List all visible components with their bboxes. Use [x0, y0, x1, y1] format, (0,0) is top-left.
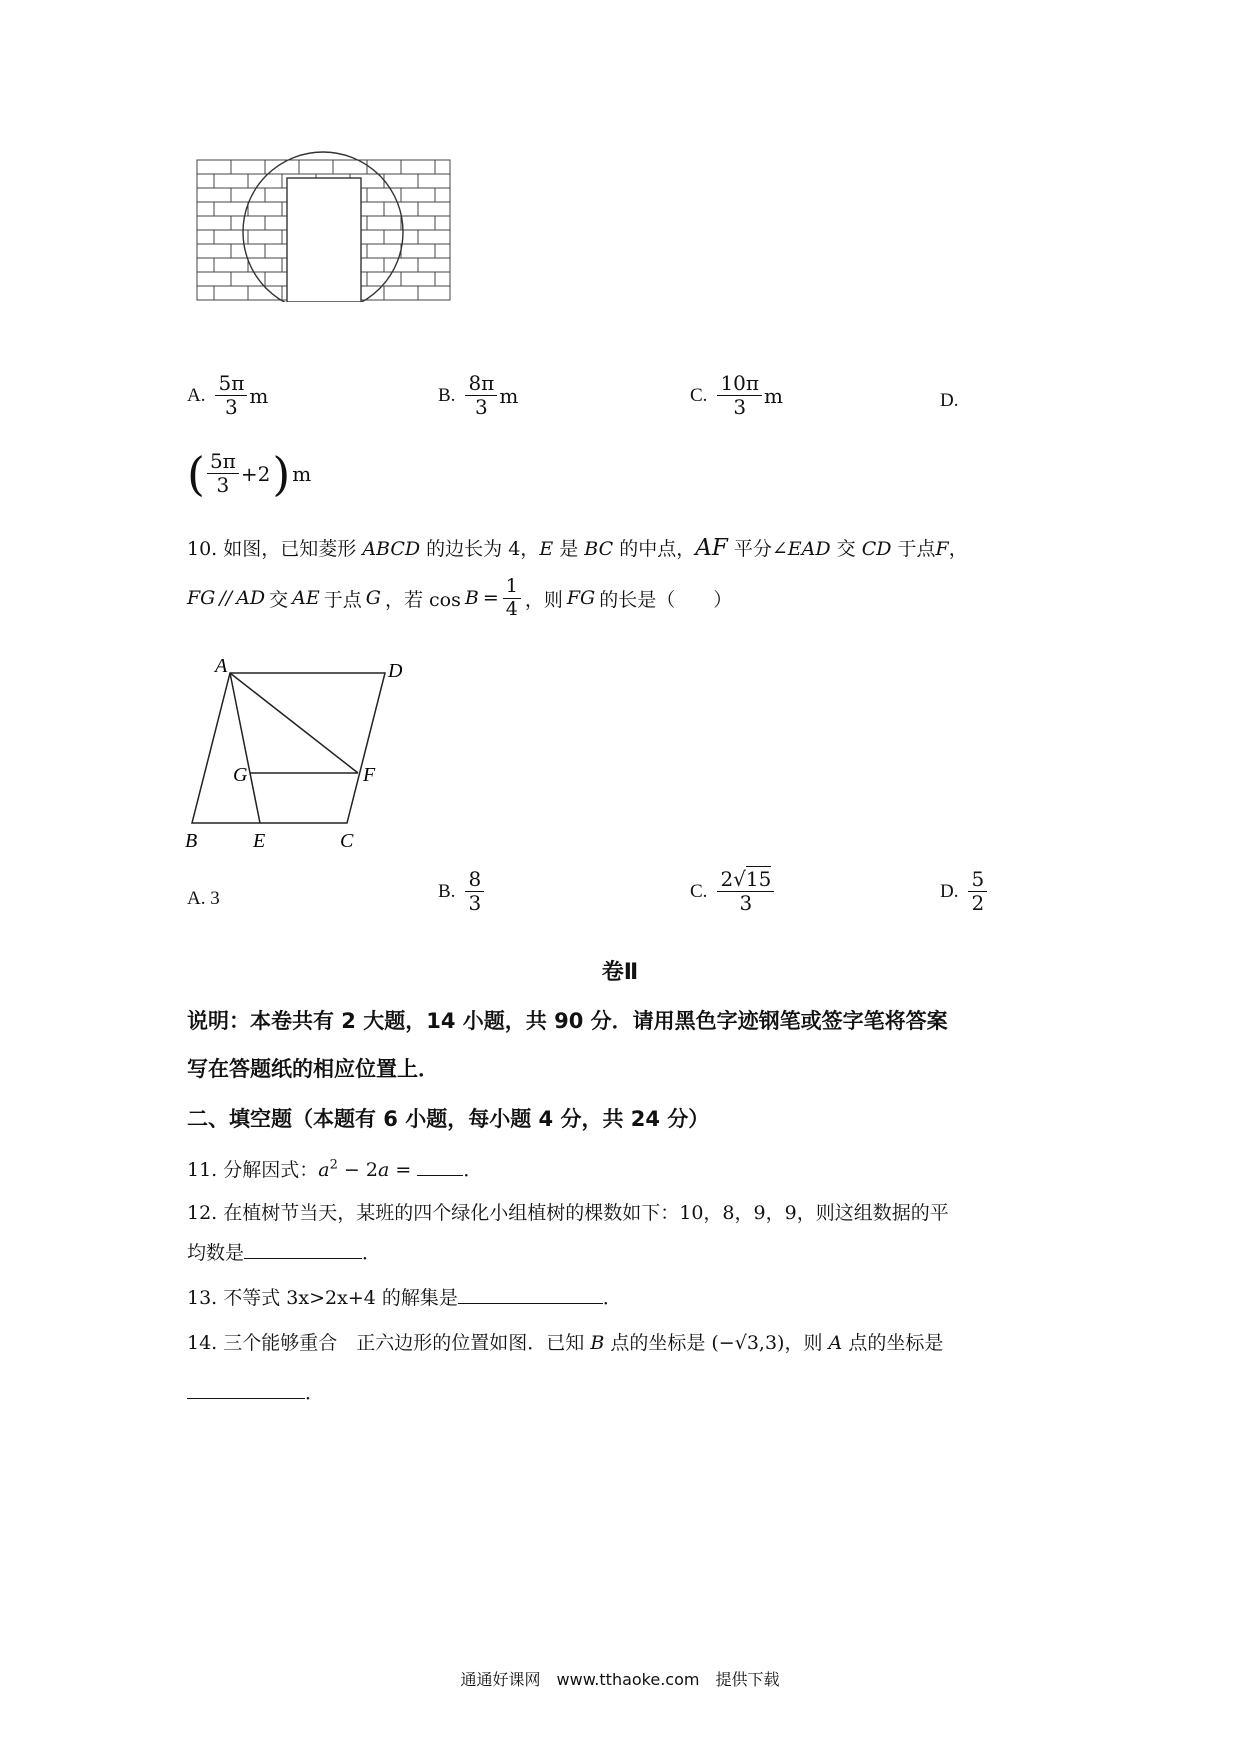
option-label: B. [438, 384, 456, 406]
label-c: C [340, 830, 354, 852]
option-label: C. [690, 384, 708, 406]
q10-option-d[interactable] [940, 868, 987, 915]
q13: 13. 不等式 3x>2x+4 的解集是 ． [187, 1287, 622, 1309]
q9-option-d[interactable] [940, 390, 958, 412]
fraction: $\frac{5\pi}{3}$ [207, 450, 239, 497]
q10-option-b[interactable] [438, 868, 484, 915]
answer-blank[interactable] [458, 1285, 603, 1304]
answer-blank[interactable] [187, 1380, 305, 1399]
label-f: F [363, 764, 376, 786]
q12-line1: 12. 在植树节当天，某班的四个绿化小组植树的棵数如下：10，8，9，9，则这组数据的平 [187, 1202, 949, 1224]
unit: m [249, 383, 269, 408]
fraction: $\frac{1}{4}$ [503, 576, 521, 621]
option-label: C. [690, 880, 708, 902]
footer: 通通好课网 www.tthaoke.com 提供下载 [460, 1670, 780, 1689]
label-e: E [253, 830, 266, 852]
option-label: A. [187, 384, 206, 406]
answer-blank[interactable] [244, 1240, 362, 1259]
q10-line2: FG // AD 交 AE 于点 G ，若 cos B = $\frac{1}{4}$ ，则 FG 的长是（ ） [187, 575, 733, 620]
section-title: 卷Ⅱ [601, 960, 639, 985]
brick-wall-figure [195, 150, 460, 310]
q14-answer-line: ． [187, 1378, 324, 1405]
rhombus-figure [185, 655, 425, 855]
q14: 14. 三个能够重合 正六边形的位置如图．已知 B 点的坐标是 (−√3,3)，则 A 点的坐标是 [187, 1332, 944, 1354]
option-label: A. 3 [187, 888, 220, 909]
q10-option-c[interactable] [690, 868, 774, 915]
q9-option-d-expression: ( $\frac{5\pi}{3}$ +2 ) m [187, 446, 312, 501]
part-title: 二、填空题（本题有 6 小题，每小题 4 分，共 24 分） [187, 1107, 710, 1131]
q12-line2: 均数是 ． [187, 1242, 382, 1264]
q10-option-a[interactable] [187, 888, 220, 910]
section-note-line1: 说明：本卷共有 2 大题，14 小题，共 90 分．请用黑色字迹钢笔或签字笔将答案 [187, 1009, 948, 1033]
option-label: B. [438, 880, 456, 902]
q9-option-c[interactable] [690, 372, 783, 419]
section-note-line2: 写在答题纸的相应位置上． [187, 1057, 439, 1081]
label-a: A [215, 655, 228, 677]
label-g: G [233, 764, 248, 786]
unit: m [499, 383, 519, 408]
fraction: $\frac{2√15}{3}$ [717, 868, 774, 915]
q10-line1: 10. 如图，已知菱形 ABCD 的边长为 4，E 是 BC 的中点，AF 平分∠EAD 交 CD 于点F， [187, 535, 968, 561]
q11: 11. 分解因式：$a^2 - 2a$ = ． [187, 1157, 483, 1181]
q9-option-b[interactable] [438, 372, 518, 419]
answer-blank[interactable] [417, 1157, 463, 1176]
fraction: $\frac{8}{3}$ [465, 868, 484, 915]
fraction: $\frac{5}{2}$ [968, 868, 987, 915]
fraction: $\frac{8\pi}{3}$ [465, 372, 497, 419]
label-d: D [388, 660, 403, 682]
q9-option-a[interactable] [187, 372, 268, 419]
fraction: $\frac{5\pi}{3}$ [215, 372, 247, 419]
unit: m [764, 383, 783, 408]
option-label: D. [940, 390, 959, 411]
fraction: $\frac{10\pi}{3}$ [717, 372, 762, 419]
label-b: B [185, 830, 198, 852]
option-label: D. [940, 880, 959, 902]
